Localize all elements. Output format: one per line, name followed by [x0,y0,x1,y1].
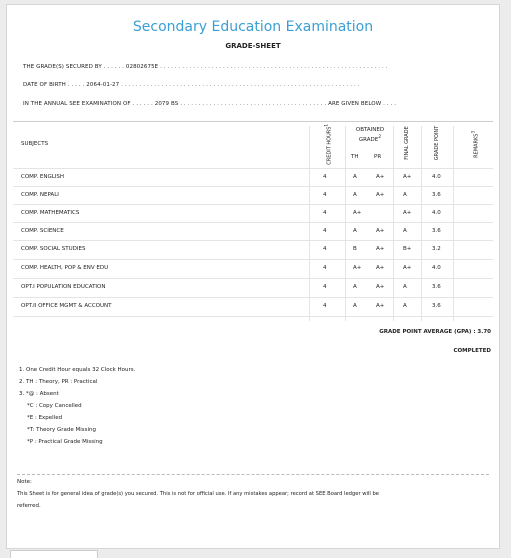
completion-status: COMPLETED [453,348,491,354]
subject-name: OPT.II OFFICE MGMT & ACCOUNT [21,303,112,309]
grade-point: 3.2 [432,246,441,252]
credit-hours: 4 [323,174,327,180]
subject-name: COMP. ENGLISH [21,174,65,180]
final-grade: A [403,192,407,198]
table-row [13,278,493,297]
table-row [13,297,493,317]
exam-year: 2079 BS [154,101,179,107]
column-header-pr: PR [374,154,382,160]
column-header-remarks: REMARKS$^3$ [470,130,480,158]
grade-point: 4.0 [432,210,441,216]
footer-note-label: Note: [17,479,32,485]
practical-grade: A+ [376,192,385,198]
practical-grade: A+ [376,265,385,271]
credit-hours: 4 [323,284,327,290]
note-item: *C : Copy Cancelled [27,403,82,409]
table-top-rule [13,121,493,122]
column-header-th: TH [351,154,359,160]
final-grade: A+ [403,210,412,216]
grade-point: 3.6 [432,303,441,309]
exam-line [23,101,396,107]
credit-hours: 4 [323,210,327,216]
dob-value: 2064-01-27 [86,82,120,88]
theory-grade: A [353,192,357,198]
theory-grade: B [353,246,357,252]
credit-hours: 4 [323,303,327,309]
column-header-final: FINAL GRADE [404,126,410,160]
practical-grade: A+ [376,284,385,290]
footer-note-text-continued: referred. [17,503,41,509]
table-row [13,204,493,223]
column-header-subjects: SUBJECTS [21,141,49,147]
note-item: 3. *@ : Absent [19,391,59,397]
grade-secured-line [23,64,387,70]
grade-secured-label: THE GRADE(S) SECURED BY . . . . . . [23,64,125,70]
page-title: Secondary Education Examination [132,19,374,35]
table-row [13,222,493,241]
credit-hours: 4 [323,192,327,198]
dot-leader: . . . . . . . . . . . . . . . . . . . . . . . . . . . . . . . . . . . . . . . . . . . . . . . . . . . . . . . . . . . . . . [160,64,388,70]
theory-grade: A+ [353,265,362,271]
theory-grade: A [353,303,357,309]
dob-label: DATE OF BIRTH . . . . . [23,82,85,88]
table-row [13,168,493,187]
subject-name: COMP. HEALTH, POP & ENV EDU [21,265,109,271]
note-item: *P : Practical Grade Missing [27,439,103,445]
grade-point: 3.6 [432,192,441,198]
credit-hours: 4 [323,246,327,252]
table-row [13,240,493,259]
column-header-obtained: OBTAINED GRADE$^2$ [355,127,385,143]
note-item: *E : Expelled [27,415,63,421]
exam-label: IN THE ANNUAL SEE EXAMINATION OF . . . . . . [23,101,153,107]
subject-name: COMP. SOCIAL STUDIES [21,246,86,252]
footer-note-text: This Sheet is for general idea of grade(s) you secured. This is not for official use. If any mistakes appear; record at SEE Board ledger will be [17,491,379,497]
symbol-number: 02802675E [125,64,159,70]
final-grade: A+ [403,265,412,271]
final-grade: A [403,284,407,290]
practical-grade: A+ [376,246,385,252]
grade-point: 3.6 [432,284,441,290]
gpa-summary: GRADE POINT AVERAGE (GPA) : 3.70 [379,329,491,335]
final-grade: A [403,303,407,309]
note-item: 1. One Credit Hour equals 32 Clock Hours. [19,367,136,373]
dot-leader: . . . . . . . . . . . . . . . . . . . . . . . . . . . . . . . . . . . . . . . . . . . . . . . . . . . . . . . . . . . . . . . . . [121,82,360,88]
theory-grade: A [353,284,357,290]
grade-sheet [6,4,500,549]
grade-point: 4.0 [432,174,441,180]
dot-leader: . . . . . . . . . . . . . . . . . . . . . . . . . . . . . . . . . . . . [180,101,312,107]
grade-point: 4.0 [432,265,441,271]
practical-grade: A+ [376,303,385,309]
dob-line [23,82,360,88]
credit-hours: 4 [323,265,327,271]
theory-grade: A+ [353,210,362,216]
table-row [13,186,493,205]
note-item: 2. TH : Theory, PR : Practical [19,379,98,385]
footer-divider [17,474,489,475]
subject-name: COMP. MATHEMATICS [21,210,80,216]
final-grade: A [403,228,407,234]
final-grade: A+ [403,174,412,180]
column-header-grade-point: GRADE POINT [434,125,440,161]
final-grade: B+ [403,246,412,252]
subject-name: OPT.I POPULATION EDUCATION [21,284,106,290]
theory-grade: A [353,174,357,180]
theory-grade: A [353,228,357,234]
note-item: *T: Theory Grade Missing [27,427,96,433]
given-below-label: . . . . ARE GIVEN BELOW . . . . [313,101,397,107]
subject-name: COMP. SCIENCE [21,228,64,234]
subject-name: COMP. NEPALI [21,192,59,198]
practical-grade: A+ [376,228,385,234]
page-subtitle: GRADE-SHEET [225,42,281,50]
credit-hours: 4 [323,228,327,234]
column-header-credit: CREDIT HOURS$^1$ [323,123,333,165]
grade-point: 3.6 [432,228,441,234]
table-row [13,259,493,278]
practical-grade: A+ [376,174,385,180]
